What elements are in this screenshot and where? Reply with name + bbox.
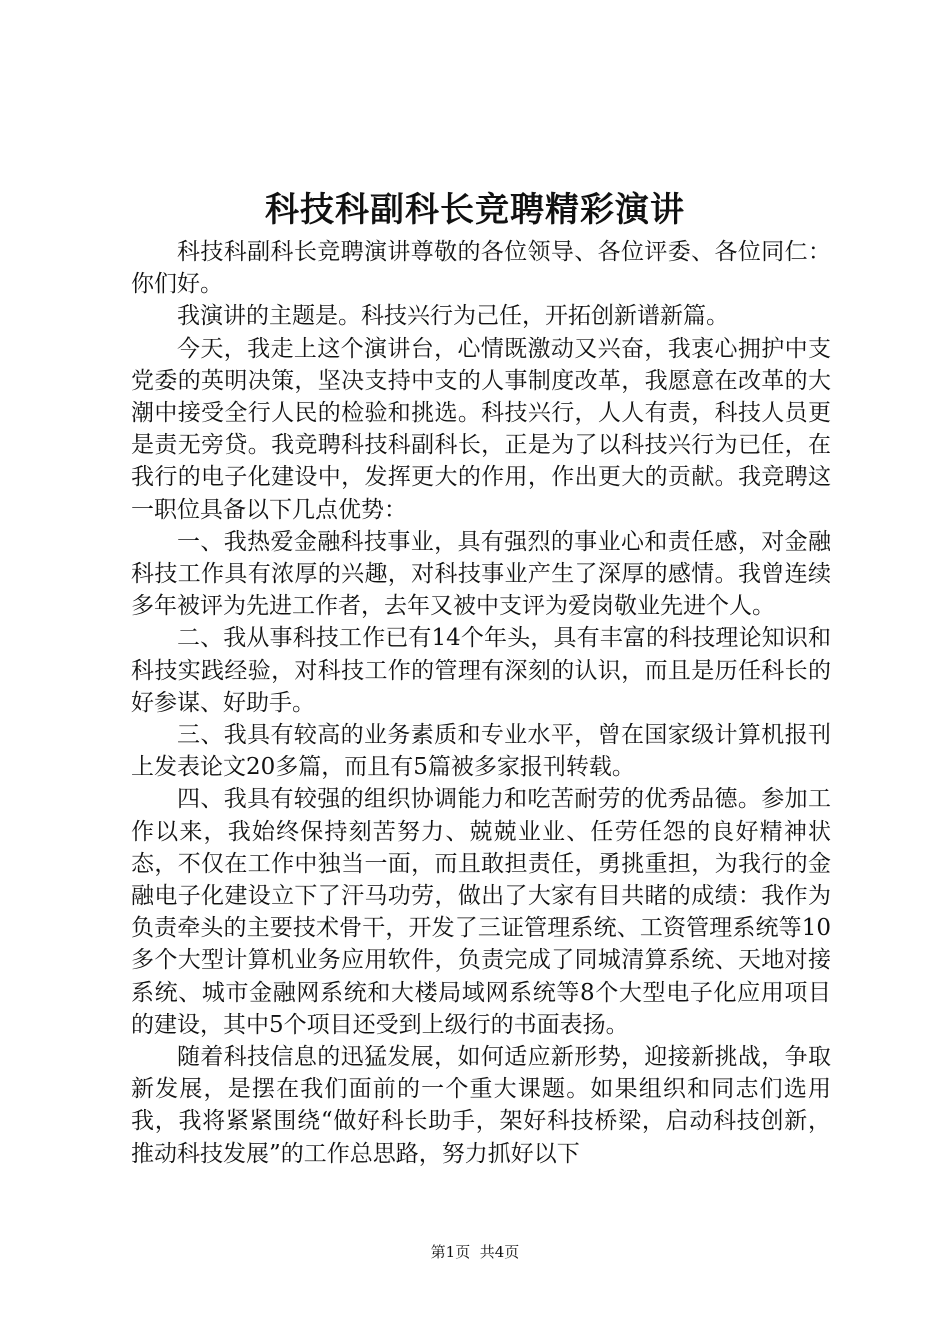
page-number-current: 第1页: [430, 1243, 471, 1261]
paragraph: 我演讲的主题是。科技兴行为己任，开拓创新谱新篇。: [177, 303, 729, 330]
paragraph: 三、我具有较高的业务素质和专业水平，曾在国家级计算机报刊上发表论文20多篇，而且有5篇被多家报刊转载。: [131, 722, 831, 781]
page-number-total: 共4页: [479, 1243, 520, 1261]
paragraph: 今天，我走上这个演讲台，心情既激动又兴奋，我衷心拥护中支党委的英明决策，坚决支持中支的人事制度改革，我愿意在改革的大潮中接受全行人民的检验和挑选。科技兴行，人人有责，科技人员更是责无旁贷。我竞聘科技科副科长，正是为了以科技兴行为已任，在我行的电子化建设中，发挥更大的作用，作出更大的贡献。我竞聘这一职位具备以下几点优势：: [131, 335, 831, 523]
document-title: 科技科副科长竞聘精彩演讲: [265, 190, 685, 230]
footer-separator: [470, 1243, 480, 1261]
document-body: [131, 236, 831, 1170]
paragraph: 二、我从事科技工作已有14个年头，具有丰富的科技理论知识和科技实践经验，对科技工作的管理有深刻的认识，而且是历任科长的好参谋、好助手。: [131, 625, 831, 716]
paragraph: 一、我热爱金融科技事业，具有强烈的事业心和责任感，对金融科技工作具有浓厚的兴趣，对科技事业产生了深厚的感情。我曾连续多年被评为先进工作者，去年又被中支评为爱岗敬业先进个人。: [131, 528, 831, 620]
paragraph: 四、我具有较强的组织协调能力和吃苦耐劳的优秀品德。参加工作以来，我始终保持刻苦努力、兢兢业业、任劳任怨的良好精神状态，不仅在工作中独当一面，而且敢担责任，勇挑重担，为我行的金融电子化建设立下了汗马功劳，做出了大家有目共睹的成绩：我作为负责牵头的主要技术骨干，开发了三证管理系统、工资管理系统等10多个大型计算机业务应用软件，负责完成了同城清算系统、天地对接系统、城市金融网系统和大楼局域网系统等8个大型电子化应用项目的建设，其中5个项目还受到上级行的书面表扬。: [131, 786, 831, 1038]
paragraph: 随着科技信息的迅猛发展，如何适应新形势，迎接新挑战，争取新发展，是摆在我们面前的一个重大课题。如果组织和同志们选用我，我将紧紧围绕“做好科长助手，架好科技桥梁，启动科技创新，推动科技发展”的工作总思路，努力抓好以下: [131, 1044, 831, 1167]
page-footer: [0, 1242, 950, 1262]
paragraph: 科技科副科长竞聘演讲尊敬的各位领导、各位评委、各位同仁：你们好。: [131, 239, 831, 298]
